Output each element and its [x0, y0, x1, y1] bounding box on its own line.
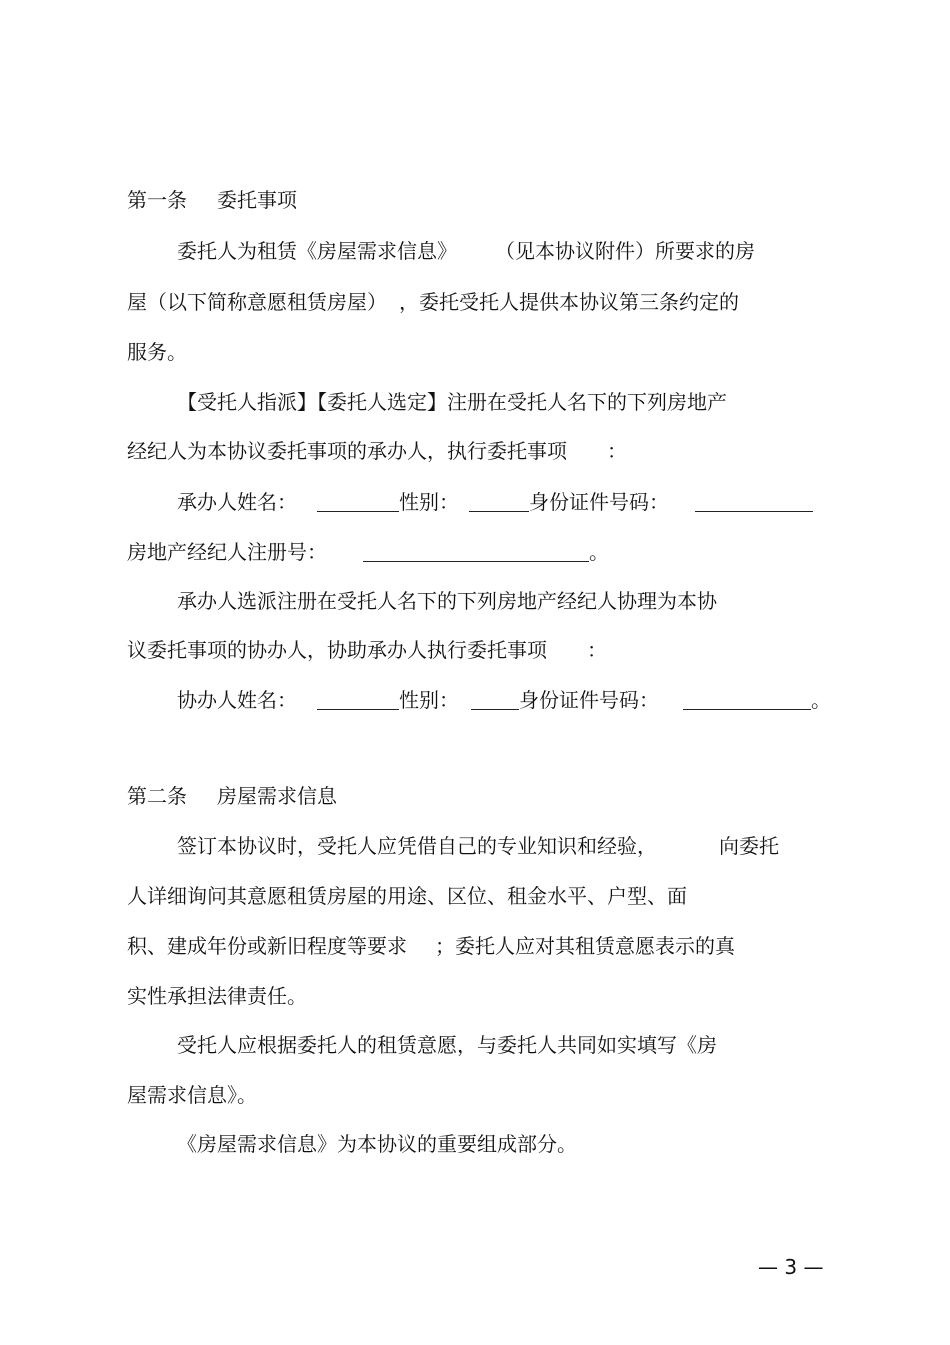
- handler-gender-label: 性别：: [399, 490, 459, 514]
- article-1-para-2-line-1: 【受托人指派】【委托人选定】注册在受托人名下的下列房地产: [177, 390, 727, 414]
- text-segment: 议委托事项的协办人，协助承办人执行委托事项: [127, 638, 547, 662]
- article-2-title: 房屋需求信息: [217, 784, 337, 808]
- text-segment: 积、建成年份或新旧程度等要求: [127, 934, 407, 958]
- article-2-para-1-line-2: 人详细询问其意愿租赁房屋的用途、区位、租金水平、户型、面: [127, 884, 687, 908]
- text-segment: 向委托: [719, 834, 779, 858]
- registration-line: [127, 539, 609, 565]
- handler-id-label: 身份证件号码：: [529, 490, 669, 514]
- registration-label: 房地产经纪人注册号：: [127, 540, 327, 564]
- text-segment: ，委托受托人提供本协议第三条约定的: [399, 290, 739, 314]
- article-2-para-2-line-2: 屋需求信息》。: [127, 1083, 257, 1107]
- article-1-para-1-line-3: 服务。: [127, 340, 187, 364]
- assistant-gender-blank[interactable]: [471, 689, 519, 710]
- article-1-heading: [127, 187, 297, 213]
- article-1-title: 委托事项: [217, 188, 297, 212]
- article-1-para-3-line-2: [127, 637, 607, 663]
- text-segment: ：: [607, 439, 627, 463]
- text-segment: ；委托人应对其租赁意愿表示的真: [435, 934, 735, 958]
- article-1-para-3-line-1: 承办人选派注册在受托人名下的下列房地产经纪人协理为本协: [177, 589, 717, 613]
- article-1-para-1-line-1: [177, 238, 755, 264]
- assistant-gender-label: 性别：: [399, 688, 459, 712]
- text-segment: 签订本协议时，受托人应凭借自己的专业知识和经验，: [177, 834, 657, 858]
- text-segment: （见本协议附件）所要求的房: [495, 239, 755, 263]
- article-2-para-1-line-4: 实性承担法律责任。: [127, 984, 307, 1008]
- handler-gender-blank[interactable]: [469, 491, 529, 512]
- article-2-number: 第二条: [127, 784, 187, 808]
- assistant-id-label: 身份证件号码：: [519, 688, 659, 712]
- text-segment: 。: [589, 540, 609, 564]
- assistant-id-blank[interactable]: [683, 689, 811, 710]
- text-segment: 。: [811, 688, 831, 712]
- text-segment: 经纪人为本协议委托事项的承办人，执行委托事项: [127, 439, 567, 463]
- text-segment: ：: [587, 638, 607, 662]
- article-2-para-1-line-3: [127, 933, 735, 959]
- handler-id-blank[interactable]: [695, 491, 813, 512]
- article-1-number: 第一条: [127, 188, 187, 212]
- assistant-info-line: [177, 687, 831, 713]
- article-2-para-2-line-1: 受托人应根据委托人的租赁意愿，与委托人共同如实填写《房: [177, 1033, 717, 1057]
- handler-name-blank[interactable]: [317, 491, 399, 512]
- article-1-para-1-line-2: [127, 289, 739, 315]
- article-2-para-3-line-1: 《房屋需求信息》为本协议的重要组成部分。: [177, 1132, 577, 1156]
- article-2-para-1-line-1: [177, 833, 779, 859]
- text-segment: 屋（以下简称意愿租赁房屋）: [127, 290, 387, 314]
- registration-number-blank[interactable]: [363, 541, 589, 562]
- assistant-name-blank[interactable]: [317, 689, 399, 710]
- handler-name-label: 承办人姓名：: [177, 490, 297, 514]
- article-1-para-2-line-2: [127, 438, 627, 464]
- article-2-heading: [127, 783, 337, 809]
- assistant-name-label: 协办人姓名：: [177, 688, 297, 712]
- text-segment: 委托人为租赁《房屋需求信息》: [177, 239, 457, 263]
- page-number: — 3 —: [758, 1255, 824, 1279]
- handler-info-line: [177, 489, 813, 515]
